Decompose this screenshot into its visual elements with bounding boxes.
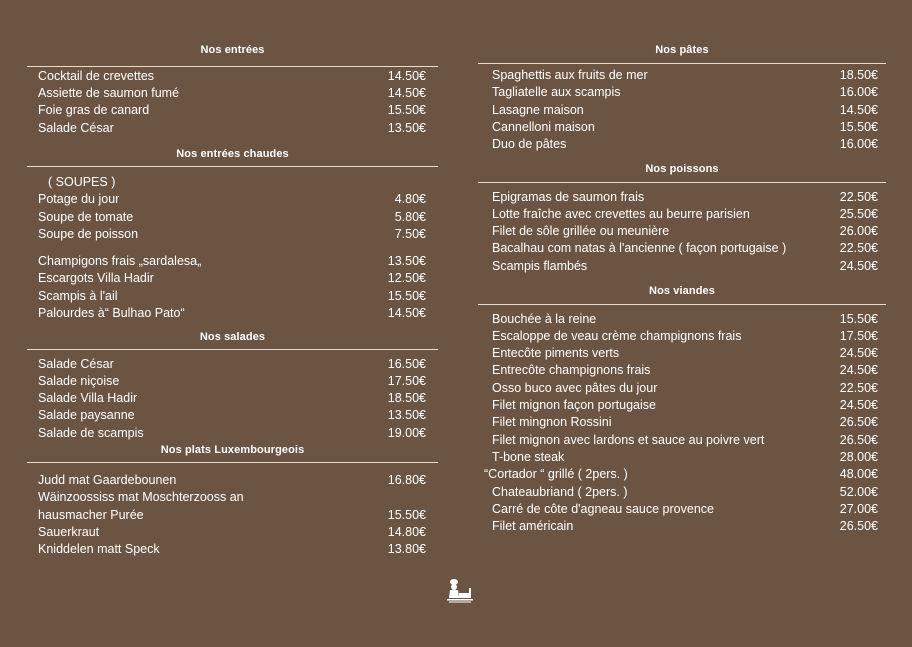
item-price: 12.50€ xyxy=(387,271,426,285)
item-price: 17.50€ xyxy=(839,329,878,343)
menu-item xyxy=(27,472,438,489)
item-price: 19.00€ xyxy=(387,426,426,440)
item-price: 48.00€ xyxy=(839,467,878,481)
menu-item xyxy=(478,240,886,257)
item-price: 7.50€ xyxy=(394,227,426,241)
item-price: 15.50€ xyxy=(839,120,878,134)
section-title-pates: Nos pâtes xyxy=(655,44,709,56)
item-price: 13.80€ xyxy=(387,542,426,556)
menu-item xyxy=(27,305,438,322)
item-price: 26.00€ xyxy=(839,224,878,238)
item-price: 14.50€ xyxy=(387,306,426,320)
item-price: 15.50€ xyxy=(387,289,426,303)
item-name: Lasagne maison xyxy=(492,103,584,117)
item-name: “Cortador “ grillé ( 2pers. ) xyxy=(484,467,628,481)
menu-item xyxy=(478,345,886,362)
menu-item xyxy=(478,84,886,101)
item-name: Lotte fraîche avec crevettes au beurre parisien xyxy=(492,207,750,221)
menu-item xyxy=(478,258,886,275)
item-name: Carré de côte d'agneau sauce provence xyxy=(492,502,714,516)
divider xyxy=(27,166,438,167)
section-title-entrees: Nos entrées xyxy=(200,44,265,56)
item-name: Spaghettis aux fruits de mer xyxy=(492,68,648,82)
item-name: Sauerkraut xyxy=(38,525,100,539)
item-name: Entrecôte champignons frais xyxy=(492,363,651,377)
menu-item xyxy=(478,501,886,518)
item-price: 15.50€ xyxy=(839,312,878,326)
item-price: 26.50€ xyxy=(839,433,878,447)
item-price: 13.50€ xyxy=(387,254,426,268)
item-price: 15.50€ xyxy=(387,508,426,522)
section-title-salades: Nos salades xyxy=(199,331,266,343)
menu-item xyxy=(27,226,438,243)
item-price: 14.80€ xyxy=(387,525,426,539)
subsection-soupes: ( SOUPES ) xyxy=(48,175,116,189)
menu-item xyxy=(27,288,438,305)
item-name: Cocktail de crevettes xyxy=(38,69,155,83)
menu-item xyxy=(478,67,886,84)
item-price: 13.50€ xyxy=(387,121,426,135)
divider xyxy=(478,304,886,305)
item-price: 18.50€ xyxy=(839,68,878,82)
item-name: Bacalhau com natas à l'ancienne ( façon portugaise ) xyxy=(492,241,787,255)
menu-item xyxy=(478,518,886,535)
item-price: 26.50€ xyxy=(839,415,878,429)
item-price: 52.00€ xyxy=(839,485,878,499)
divider xyxy=(27,349,438,350)
menu-item xyxy=(27,253,438,270)
item-name: Escargots Villa Hadir xyxy=(38,271,154,285)
chef-logo-icon xyxy=(445,578,475,604)
item-name: Filet américain xyxy=(492,519,574,533)
item-name: Palourdes à“ Bulhao Pato“ xyxy=(38,306,185,320)
item-name: T-bone steak xyxy=(492,450,565,464)
item-name: Soupe de poisson xyxy=(38,227,139,241)
menu-item xyxy=(478,311,886,328)
item-name: Filet mignon avec lardons et sauce au poivre vert xyxy=(492,433,765,447)
menu-item xyxy=(478,119,886,136)
menu-item xyxy=(478,414,886,431)
item-name: Filet de sôle grillée ou meunière xyxy=(492,224,670,238)
item-price: 16.00€ xyxy=(839,85,878,99)
item-price: 25.50€ xyxy=(839,207,878,221)
menu-item xyxy=(478,380,886,397)
menu-item xyxy=(478,189,886,206)
item-price: 28.00€ xyxy=(839,450,878,464)
item-price: 4.80€ xyxy=(394,192,426,206)
item-price: 5.80€ xyxy=(394,210,426,224)
menu-item xyxy=(27,270,438,287)
menu-item xyxy=(27,507,438,524)
menu-item xyxy=(478,449,886,466)
item-name: Filet mignon façon portugaise xyxy=(492,398,656,412)
item-name: Cannelloni maison xyxy=(492,120,595,134)
item-name: Assiette de saumon fumé xyxy=(38,86,180,100)
item-price: 16.80€ xyxy=(387,473,426,487)
item-price: 17.50€ xyxy=(387,374,426,388)
item-price: 16.00€ xyxy=(839,137,878,151)
menu-item xyxy=(27,407,438,424)
item-name: Wäinzoossiss mat Moschterzooss an xyxy=(38,490,244,504)
item-name: Escaloppe de veau crème champignons frais xyxy=(492,329,742,343)
item-name: Osso buco avec pâtes du jour xyxy=(492,381,658,395)
item-price: 24.50€ xyxy=(839,259,878,273)
section-title-viandes: Nos viandes xyxy=(649,285,715,297)
section-title-poissons: Nos poissons xyxy=(645,163,719,175)
menu-item xyxy=(27,209,438,226)
item-name: Kniddelen matt Speck xyxy=(38,542,160,556)
menu-item xyxy=(27,541,438,558)
item-name: Salade César xyxy=(38,121,114,135)
menu-item xyxy=(478,466,886,483)
menu-item xyxy=(478,362,886,379)
divider xyxy=(27,66,438,67)
item-name: Scampis flambés xyxy=(492,259,588,273)
item-price: 14.50€ xyxy=(839,103,878,117)
menu-item xyxy=(478,206,886,223)
menu-item xyxy=(478,328,886,345)
item-name: Potage du jour xyxy=(38,192,120,206)
menu-item xyxy=(478,102,886,119)
item-price: 24.50€ xyxy=(839,346,878,360)
item-name: Soupe de tomate xyxy=(38,210,134,224)
item-name: Tagliatelle aux scampis xyxy=(492,85,621,99)
menu-item xyxy=(478,397,886,414)
section-title-luxembourgeois: Nos plats Luxembourgeois xyxy=(160,444,305,456)
menu-item xyxy=(478,484,886,501)
item-name: Judd mat Gaardebounen xyxy=(38,473,177,487)
item-price: 26.50€ xyxy=(839,519,878,533)
item-name: hausmacher Purée xyxy=(38,508,144,522)
item-name: Scampis à l'ail xyxy=(38,289,118,303)
menu-item xyxy=(27,373,438,390)
item-name: Salade César xyxy=(38,357,114,371)
item-price: 13.50€ xyxy=(387,408,426,422)
item-name: Salade Villa Hadir xyxy=(38,391,138,405)
divider xyxy=(478,182,886,183)
menu-item xyxy=(27,68,438,85)
divider xyxy=(478,63,886,64)
item-name: Champigons frais „sardalesa„ xyxy=(38,254,202,268)
item-name: Salade de scampis xyxy=(38,426,144,440)
item-name: Foie gras de canard xyxy=(38,103,150,117)
item-price: 14.50€ xyxy=(387,69,426,83)
item-name: Duo de pâtes xyxy=(492,137,567,151)
menu-item xyxy=(478,223,886,240)
item-price: 18.50€ xyxy=(387,391,426,405)
item-price: 24.50€ xyxy=(839,363,878,377)
item-name: Salade niçoise xyxy=(38,374,120,388)
item-price: 14.50€ xyxy=(387,86,426,100)
section-title-entrees-chaudes: Nos entrées chaudes xyxy=(176,148,289,160)
menu-item xyxy=(27,191,438,208)
item-name: Epigramas de saumon frais xyxy=(492,190,645,204)
menu-item xyxy=(478,432,886,449)
item-name: Bouchée à la reine xyxy=(492,312,597,326)
menu-item xyxy=(27,524,438,541)
menu-item xyxy=(27,489,438,506)
item-price: 22.50€ xyxy=(839,241,878,255)
menu-item xyxy=(478,136,886,153)
item-name: Salade paysanne xyxy=(38,408,135,422)
item-price: 22.50€ xyxy=(839,381,878,395)
item-price: 15.50€ xyxy=(387,103,426,117)
item-name: Chateaubriand ( 2pers. ) xyxy=(492,485,628,499)
menu-item xyxy=(27,425,438,442)
item-price: 16.50€ xyxy=(387,357,426,371)
menu-item xyxy=(27,85,438,102)
divider xyxy=(27,462,438,463)
item-price: 22.50€ xyxy=(839,190,878,204)
menu-item xyxy=(27,390,438,407)
item-name: Entecôte piments verts xyxy=(492,346,620,360)
item-name: Filet mingnon Rossini xyxy=(492,415,612,429)
item-price: 24.50€ xyxy=(839,398,878,412)
menu-item xyxy=(27,120,438,137)
menu-item xyxy=(27,356,438,373)
menu-item xyxy=(27,102,438,119)
item-price: 27.00€ xyxy=(839,502,878,516)
